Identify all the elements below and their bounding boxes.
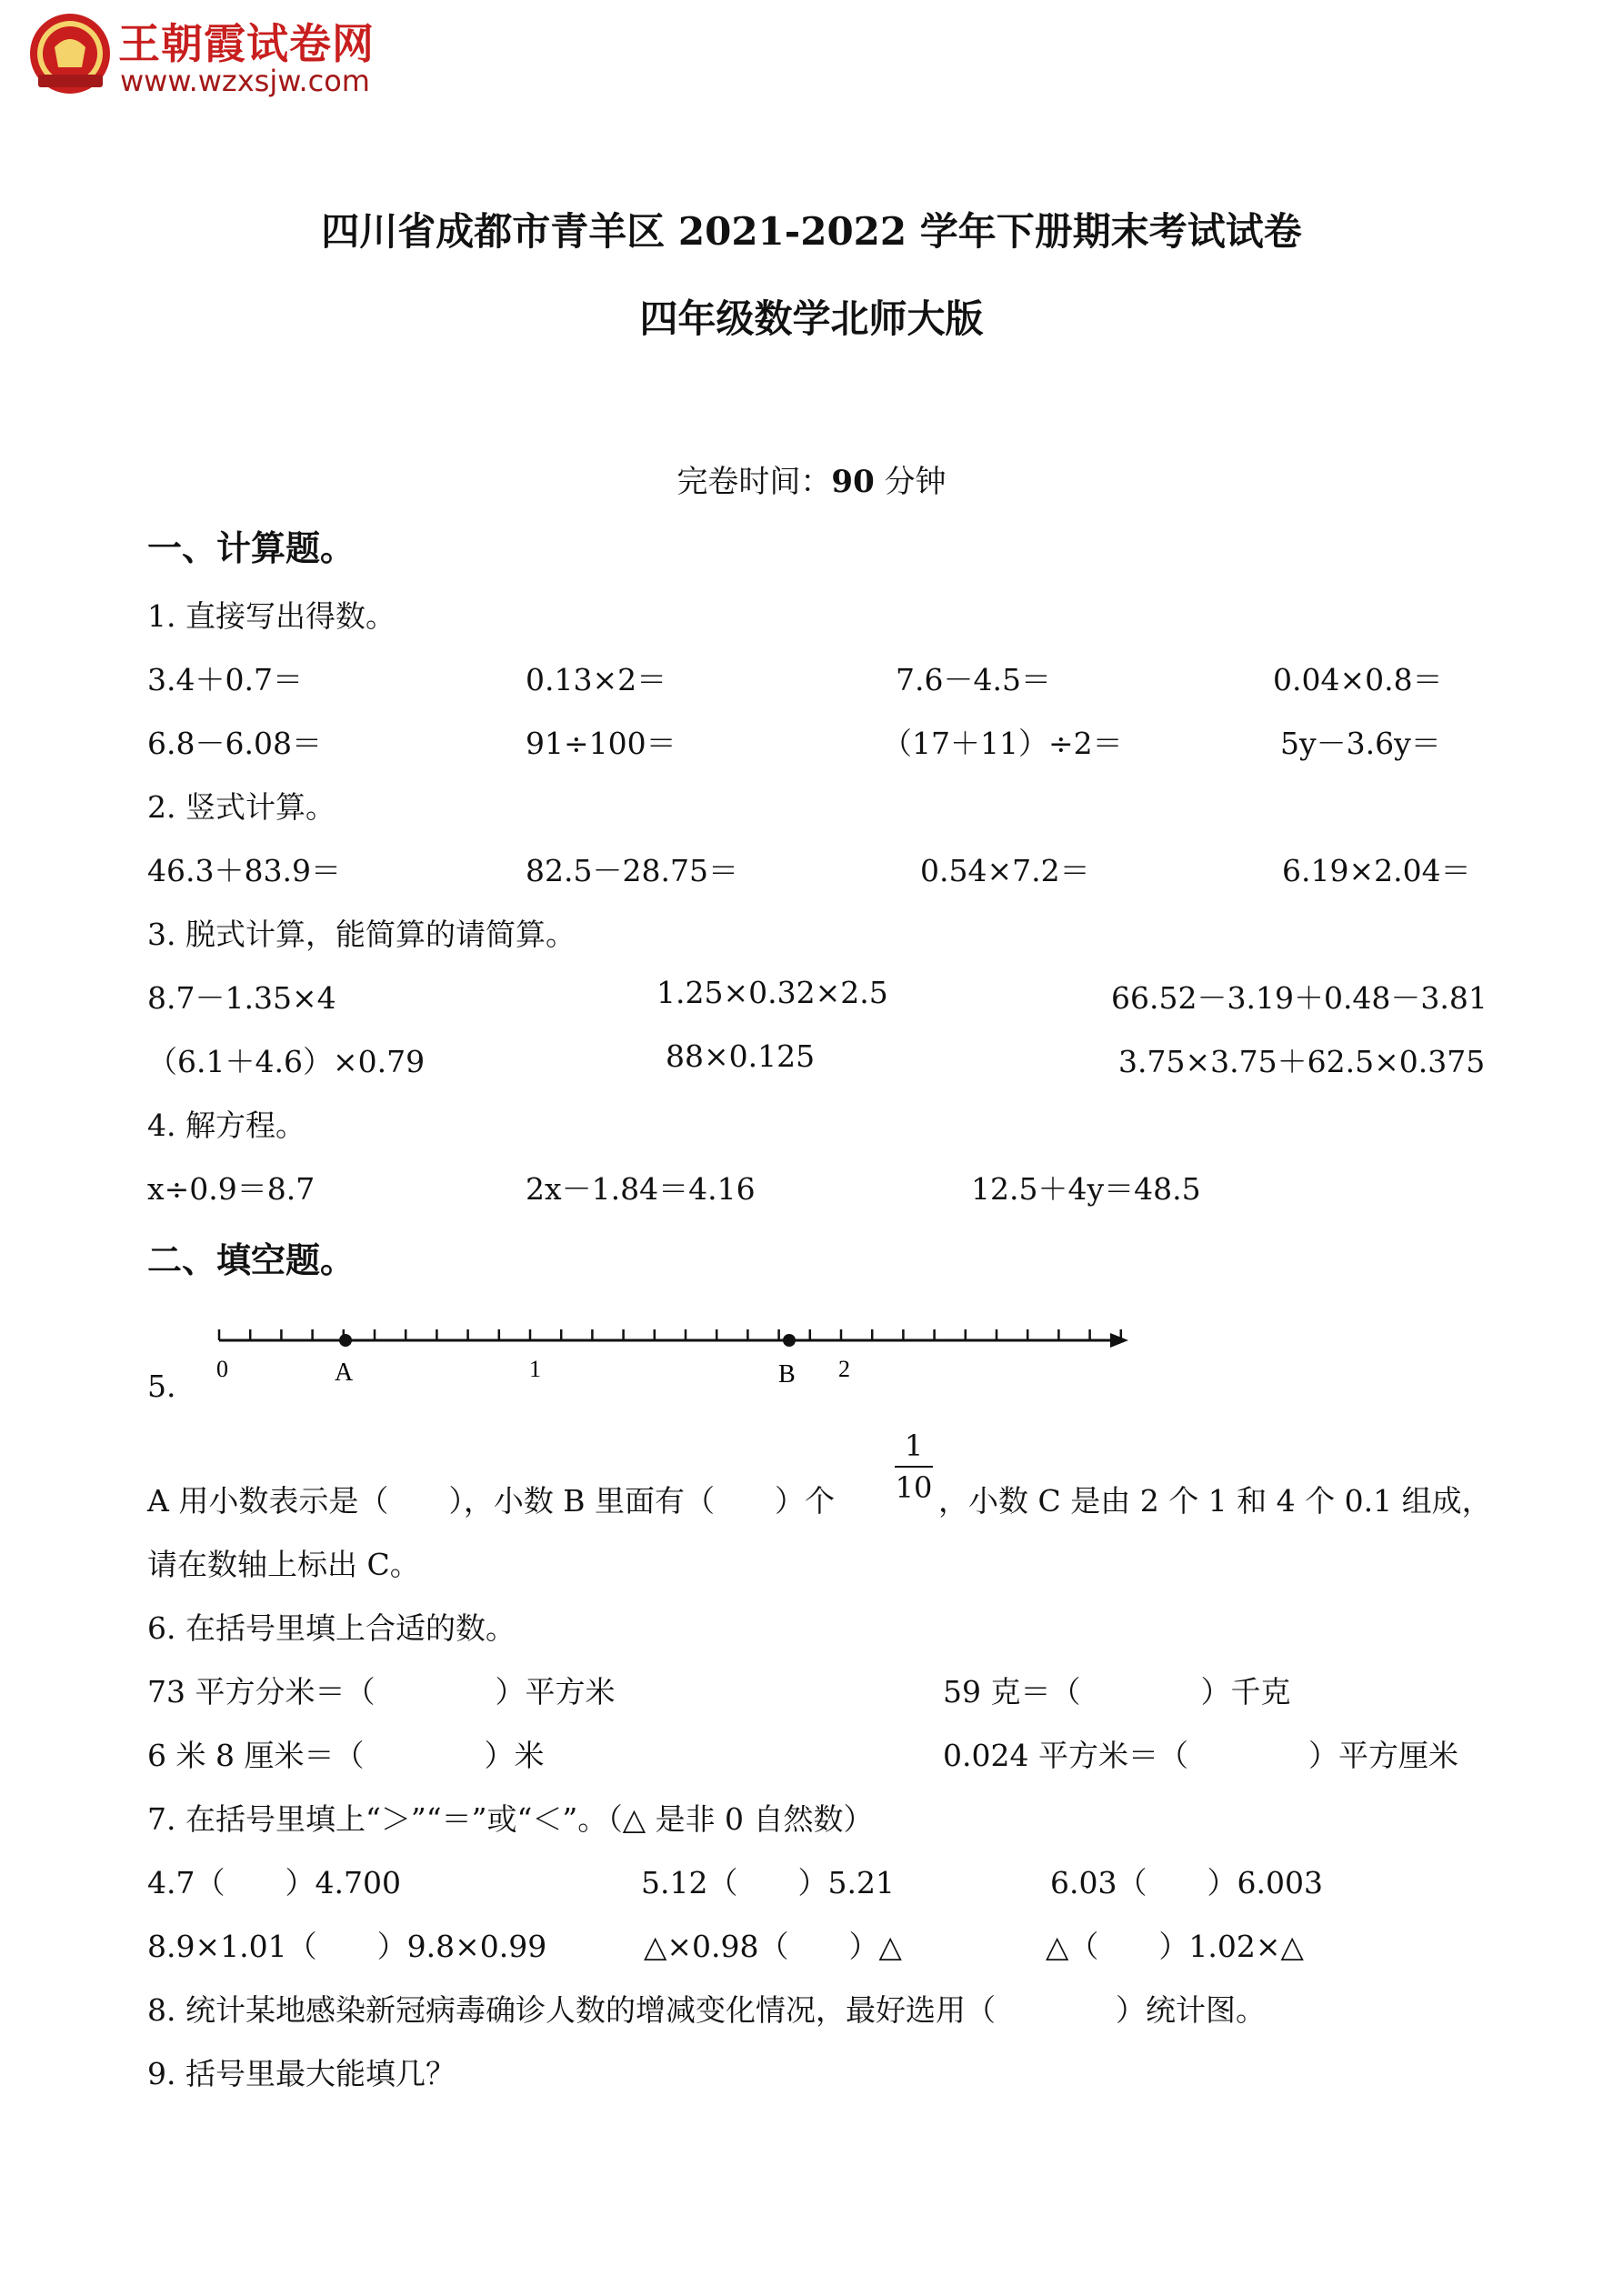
- time-value: 90: [831, 464, 875, 500]
- q6-item: 73 平方分米＝（ ）平方米: [147, 1674, 616, 1709]
- q9-label: 9. 括号里最大能填几？: [147, 2056, 456, 2091]
- fraction-one-tenth: [891, 1428, 937, 1506]
- q4-label: 4. 解方程。: [147, 1108, 306, 1143]
- point-a-label: A: [335, 1359, 354, 1387]
- q7-item: 6.03（ ）6.003: [1050, 1865, 1323, 1900]
- q7-item: △（ ）1.02×△: [1046, 1929, 1304, 1964]
- exam-title: 四川省成都市青羊区 2021-2022 学年下册期末考试试卷: [321, 209, 1302, 254]
- time-unit: 分钟: [874, 464, 947, 500]
- exam-subtitle: 四年级数学北师大版: [639, 296, 984, 341]
- q4-item: x÷0.9＝8.7: [147, 1171, 316, 1207]
- exam-time: [0, 456, 1623, 501]
- q1-label: 1. 直接写出得数。: [147, 598, 396, 634]
- q6-item: 6 米 8 厘米＝（ ）米: [147, 1738, 545, 1773]
- q4-item: 12.5＋4y＝48.5: [971, 1171, 1201, 1207]
- q5-number: 5.: [147, 1369, 176, 1404]
- q3-label: 3. 脱式计算，能简算的请简算。: [147, 917, 576, 952]
- point-b-label: B: [778, 1360, 796, 1389]
- point-a-dot: [339, 1334, 352, 1347]
- q7-item: 8.9×1.01（ ）9.8×0.99: [147, 1929, 547, 1964]
- q3-item: 88×0.125: [666, 1038, 816, 1074]
- number-line: [205, 1309, 1132, 1391]
- q7-item: 5.12（ ）5.21: [641, 1865, 895, 1900]
- q6-item: 59 克＝（ ）千克: [943, 1674, 1291, 1709]
- q6-label: 6. 在括号里填上合适的数。: [147, 1610, 516, 1646]
- q7-item: 4.7（ ）4.700: [147, 1865, 401, 1900]
- q2-item: 46.3＋83.9＝: [147, 853, 341, 888]
- brand-name: 王朝霞试卷网: [118, 19, 375, 68]
- q2-item: 0.54×7.2＝: [920, 853, 1090, 888]
- q4-item: 2x－1.84＝4.16: [526, 1171, 756, 1207]
- q2-item: 6.19×2.04＝: [1282, 853, 1471, 888]
- arrow-head-icon: [1110, 1333, 1128, 1348]
- q8-label: 8. 统计某地感染新冠病毒确诊人数的增减变化情况，最好选用（ ）统计图。: [147, 1992, 1266, 2028]
- tick-label-1: 1: [529, 1356, 541, 1382]
- section-2-heading: 二、填空题。: [147, 1239, 356, 1280]
- q1-item: 7.6－4.5＝: [896, 662, 1051, 697]
- q1-item: 0.04×0.8＝: [1273, 662, 1443, 697]
- time-label: 完卷时间：: [676, 464, 832, 500]
- q3-item: 3.75×3.75＋62.5×0.375: [1118, 1044, 1486, 1079]
- tick-label-0: 0: [216, 1356, 228, 1382]
- section-1-heading: 一、计算题。: [147, 527, 356, 568]
- q5-text-part1: A 用小数表示是（ ），小数 B 里面有（ ）个: [147, 1483, 836, 1519]
- q5-text-part2: ，小数 C 是由 2 个 1 和 4 个 0.1 组成，: [938, 1483, 1492, 1519]
- q1-item: （17＋11）÷2＝: [882, 726, 1123, 761]
- site-logo-icon: [27, 11, 114, 97]
- point-b-dot: [783, 1334, 796, 1347]
- fraction-bar: [895, 1466, 933, 1468]
- q7-label: 7. 在括号里填上“＞”“＝”或“＜”。（△ 是非 0 自然数）: [147, 1801, 874, 1837]
- q3-item: 66.52－3.19＋0.48－3.81: [1111, 980, 1488, 1016]
- q3-item: 8.7－1.35×4: [147, 980, 336, 1016]
- q2-item: 82.5－28.75＝: [526, 853, 738, 888]
- q5-text-line2: 请在数轴上标出 C。: [147, 1547, 420, 1582]
- fraction-numerator: 1: [904, 1429, 924, 1463]
- q2-label: 2. 竖式计算。: [147, 789, 336, 825]
- q1-item: 0.13×2＝: [526, 662, 667, 697]
- q7-item: △×0.98（ ）△: [644, 1929, 902, 1964]
- q1-item: 6.8－6.08＝: [147, 726, 322, 761]
- q6-item: 0.024 平方米＝（ ）平方厘米: [943, 1738, 1458, 1773]
- q1-item: 5y－3.6y＝: [1280, 726, 1441, 761]
- tick-label-2: 2: [838, 1356, 850, 1382]
- q1-item: 91÷100＝: [526, 726, 676, 761]
- brand-url[interactable]: www.wzxsjw.com: [120, 64, 370, 98]
- q1-item: 3.4＋0.7＝: [147, 662, 303, 697]
- number-line-ticks: [219, 1329, 1121, 1340]
- q3-item: 1.25×0.32×2.5: [656, 975, 888, 1010]
- fraction-denominator: 10: [895, 1470, 933, 1505]
- q3-item: （6.1＋4.6）×0.79: [147, 1044, 426, 1079]
